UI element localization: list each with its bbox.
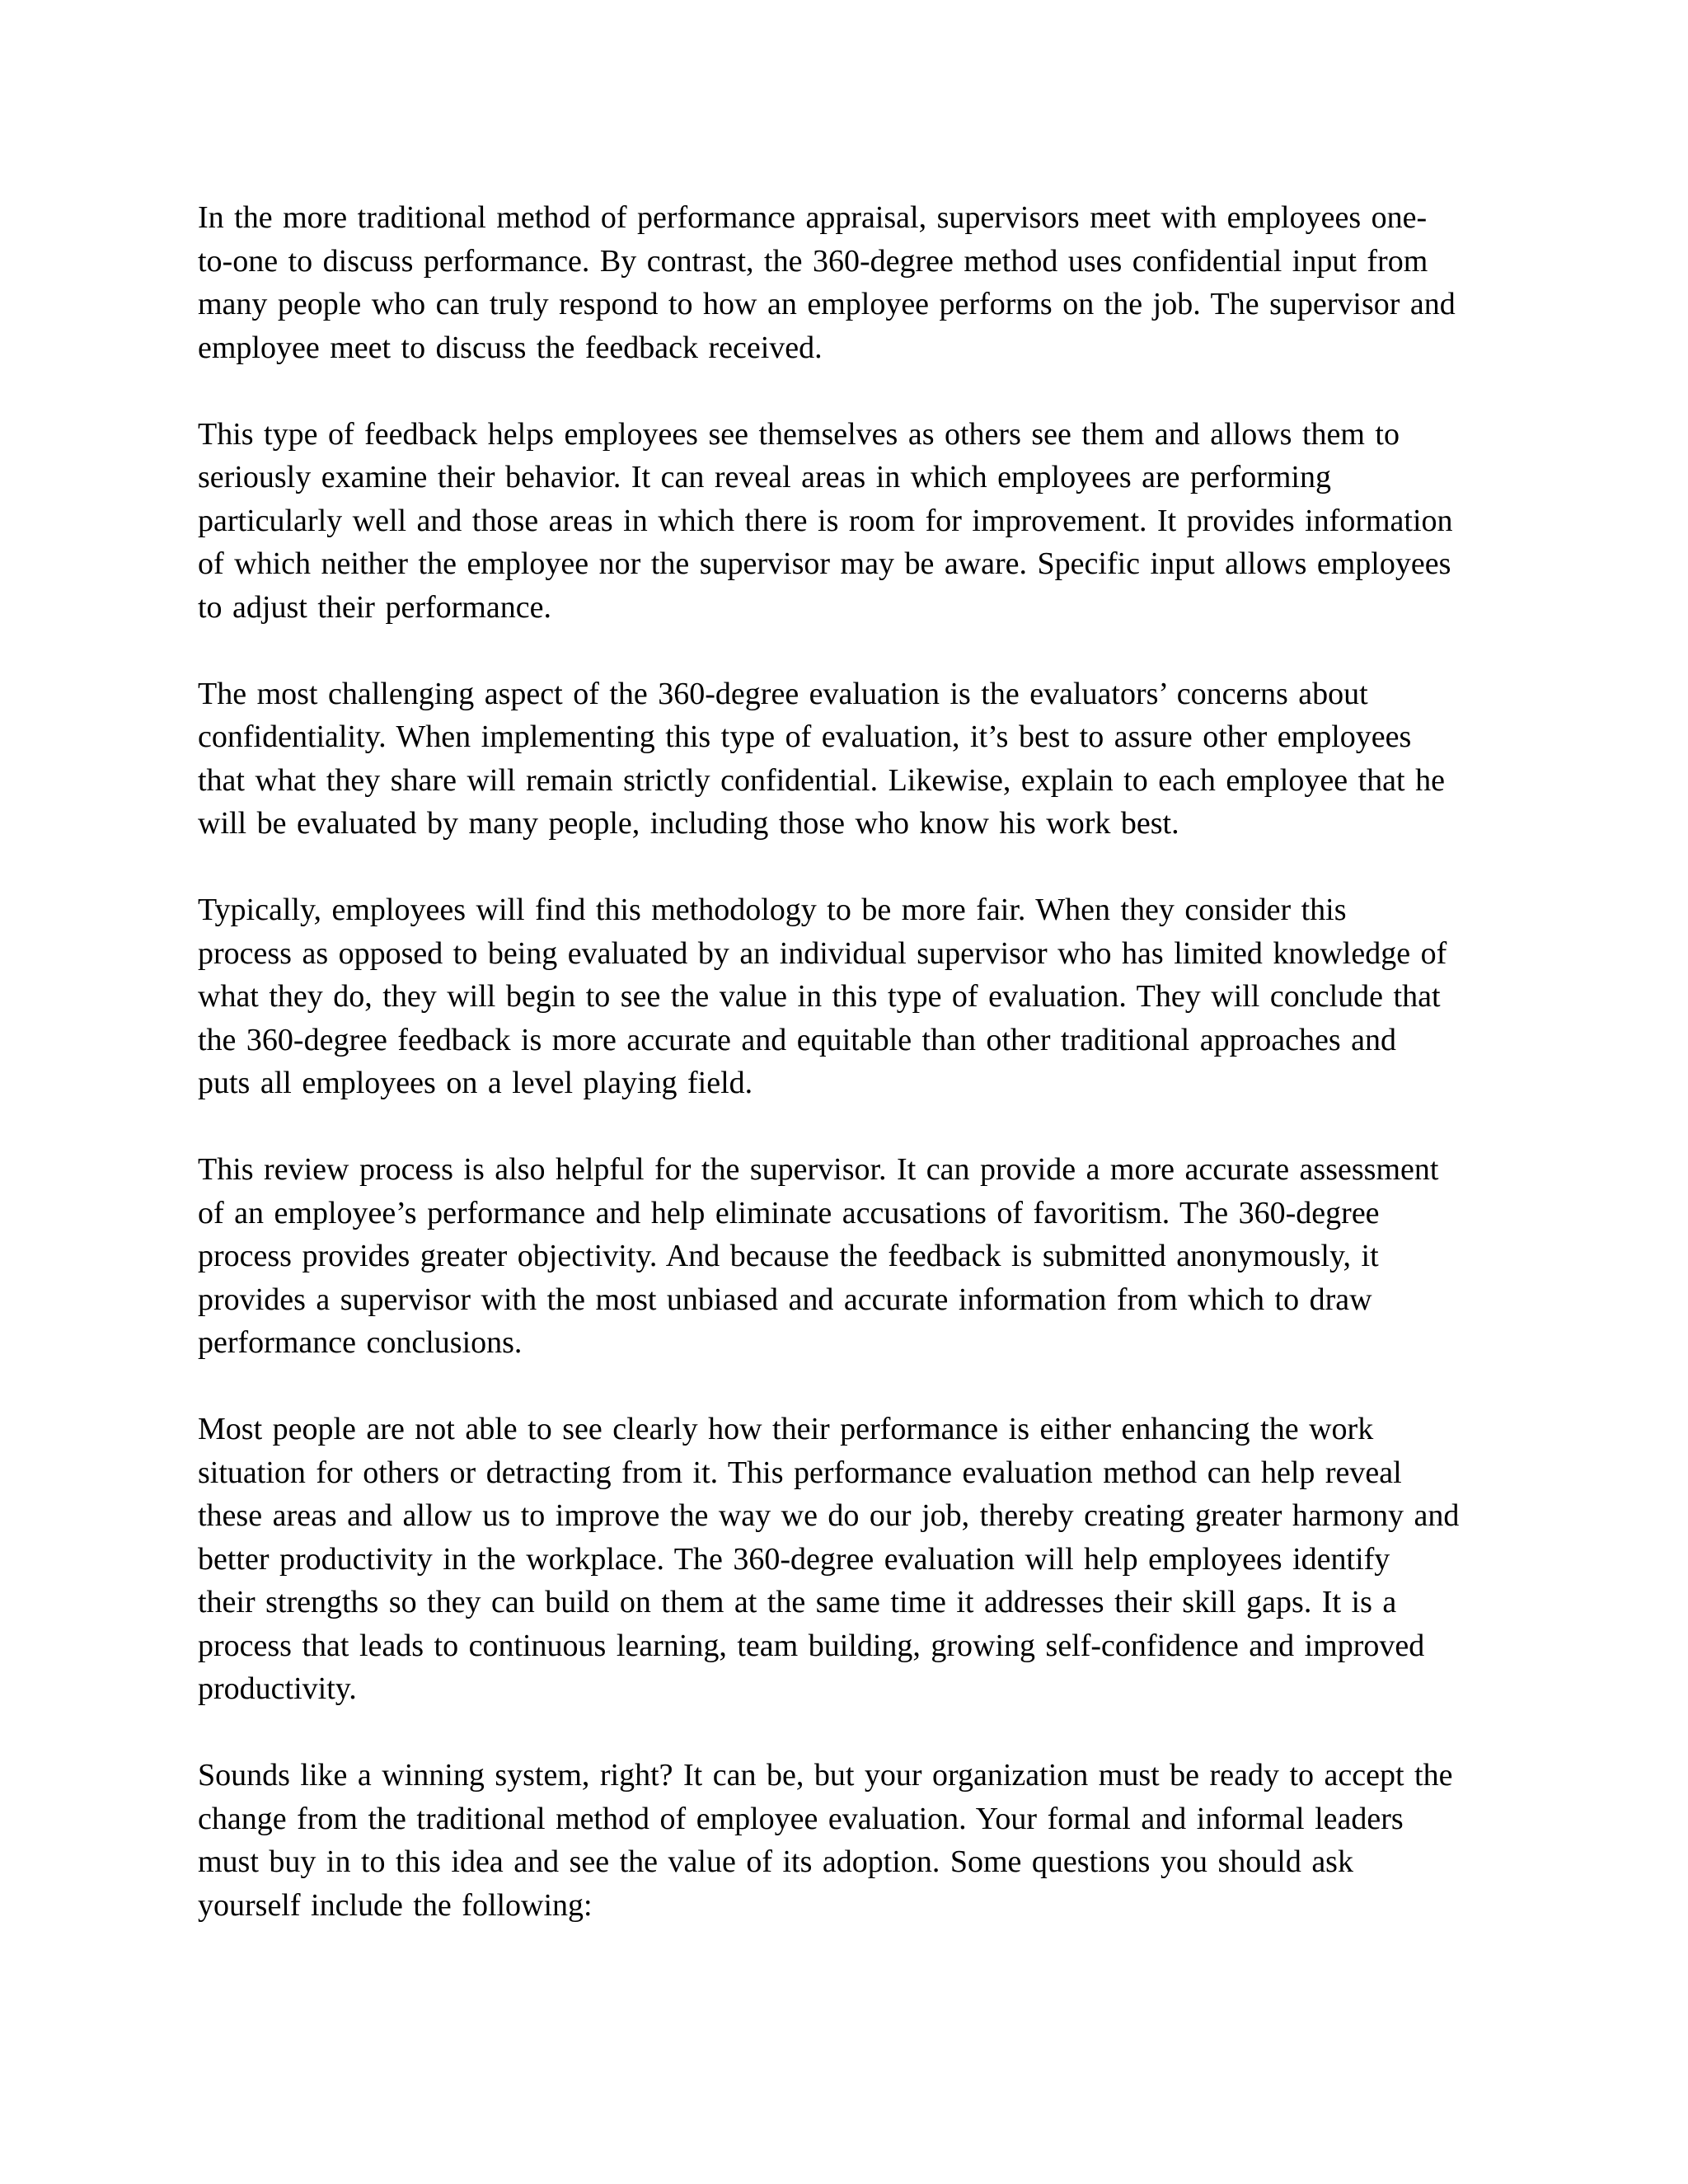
text-line: will be evaluated by many people, including those who know his work best. — [198, 806, 1179, 841]
text-line: their strengths so they can build on them at the same time it addresses their skill gaps. It is a — [198, 1585, 1397, 1619]
text-line: what they do, they will begin to see the value in this type of evaluation. They will conclude that — [198, 979, 1441, 1014]
text-line: Typically, employees will find this methodology to be more fair. When they consider this — [198, 893, 1347, 927]
text-line: of an employee’s performance and help eliminate accusations of favoritism. The 360-degree — [198, 1195, 1380, 1230]
text-line: that what they share will remain strictly confidential. Likewise, explain to each employee that he — [198, 762, 1445, 798]
text-line: The most challenging aspect of the 360-degree evaluation is the evaluators’ concerns about — [198, 676, 1368, 711]
document-body — [198, 196, 1490, 1927]
text-line: Most people are not able to see clearly how their performance is either enhancing the work — [198, 1412, 1374, 1446]
text-line: process that leads to continuous learning, team building, growing self-confidence and improved — [198, 1628, 1425, 1663]
paragraph-traditional-method — [198, 196, 1490, 369]
text-line: performance conclusions. — [198, 1325, 523, 1360]
text-line: must buy in to this idea and see the value of its adoption. Some questions you should ask — [198, 1844, 1353, 1879]
paragraph-supervisor-benefits — [198, 1148, 1490, 1365]
text-line: change from the traditional method of employee evaluation. Your formal and informal leaders — [198, 1801, 1404, 1836]
text-line: This review process is also helpful for the supervisor. It can provide a more accurate assessment — [198, 1152, 1439, 1187]
text-line: better productivity in the workplace. The 360-degree evaluation will help employees identify — [198, 1541, 1390, 1577]
text-line: particularly well and those areas in which there is room for improvement. It provides information — [198, 503, 1453, 538]
text-line: In the more traditional method of performance appraisal, supervisors meet with employees one- — [198, 200, 1428, 235]
text-line: This type of feedback helps employees see themselves as others see them and allows them to — [198, 416, 1400, 452]
paragraph-winning-system — [198, 1754, 1490, 1927]
text-line: to-one to discuss performance. By contrast, the 360-degree method uses confidential input from — [198, 243, 1428, 279]
text-line: Sounds like a winning system, right? It can be, but your organization must be ready to accept the — [198, 1758, 1453, 1793]
text-line: provides a supervisor with the most unbiased and accurate information from which to draw — [198, 1282, 1372, 1317]
text-line: productivity. — [198, 1671, 357, 1706]
text-line: process as opposed to being evaluated by an individual supervisor who has limited knowledge of — [198, 935, 1447, 971]
text-line: the 360-degree feedback is more accurate and equitable than other traditional approaches and — [198, 1022, 1397, 1057]
text-line: these areas and allow us to improve the way we do our job, thereby creating greater harmony and — [198, 1498, 1460, 1533]
text-line: to adjust their performance. — [198, 589, 551, 625]
paragraph-confidentiality — [198, 673, 1490, 846]
text-line: seriously examine their behavior. It can reveal areas in which employees are performing — [198, 460, 1331, 494]
paragraph-workplace-improvement — [198, 1408, 1490, 1711]
paragraph-feedback-benefits — [198, 413, 1490, 630]
text-line: many people who can truly respond to how an employee performs on the job. The supervisor and — [198, 287, 1456, 321]
text-line: puts all employees on a level playing field. — [198, 1066, 753, 1100]
text-line: situation for others or detracting from it. This performance evaluation method can help reveal — [198, 1455, 1402, 1490]
paragraph-fairness — [198, 888, 1490, 1105]
text-line: process provides greater objectivity. And because the feedback is submitted anonymously, it — [198, 1239, 1379, 1273]
text-line: of which neither the employee nor the supervisor may be aware. Specific input allows employees — [198, 546, 1451, 581]
text-line: yourself include the following: — [198, 1887, 593, 1923]
text-line: employee meet to discuss the feedback received. — [198, 330, 823, 365]
text-line: confidentiality. When implementing this type of evaluation, it’s best to assure other employees — [198, 719, 1412, 754]
